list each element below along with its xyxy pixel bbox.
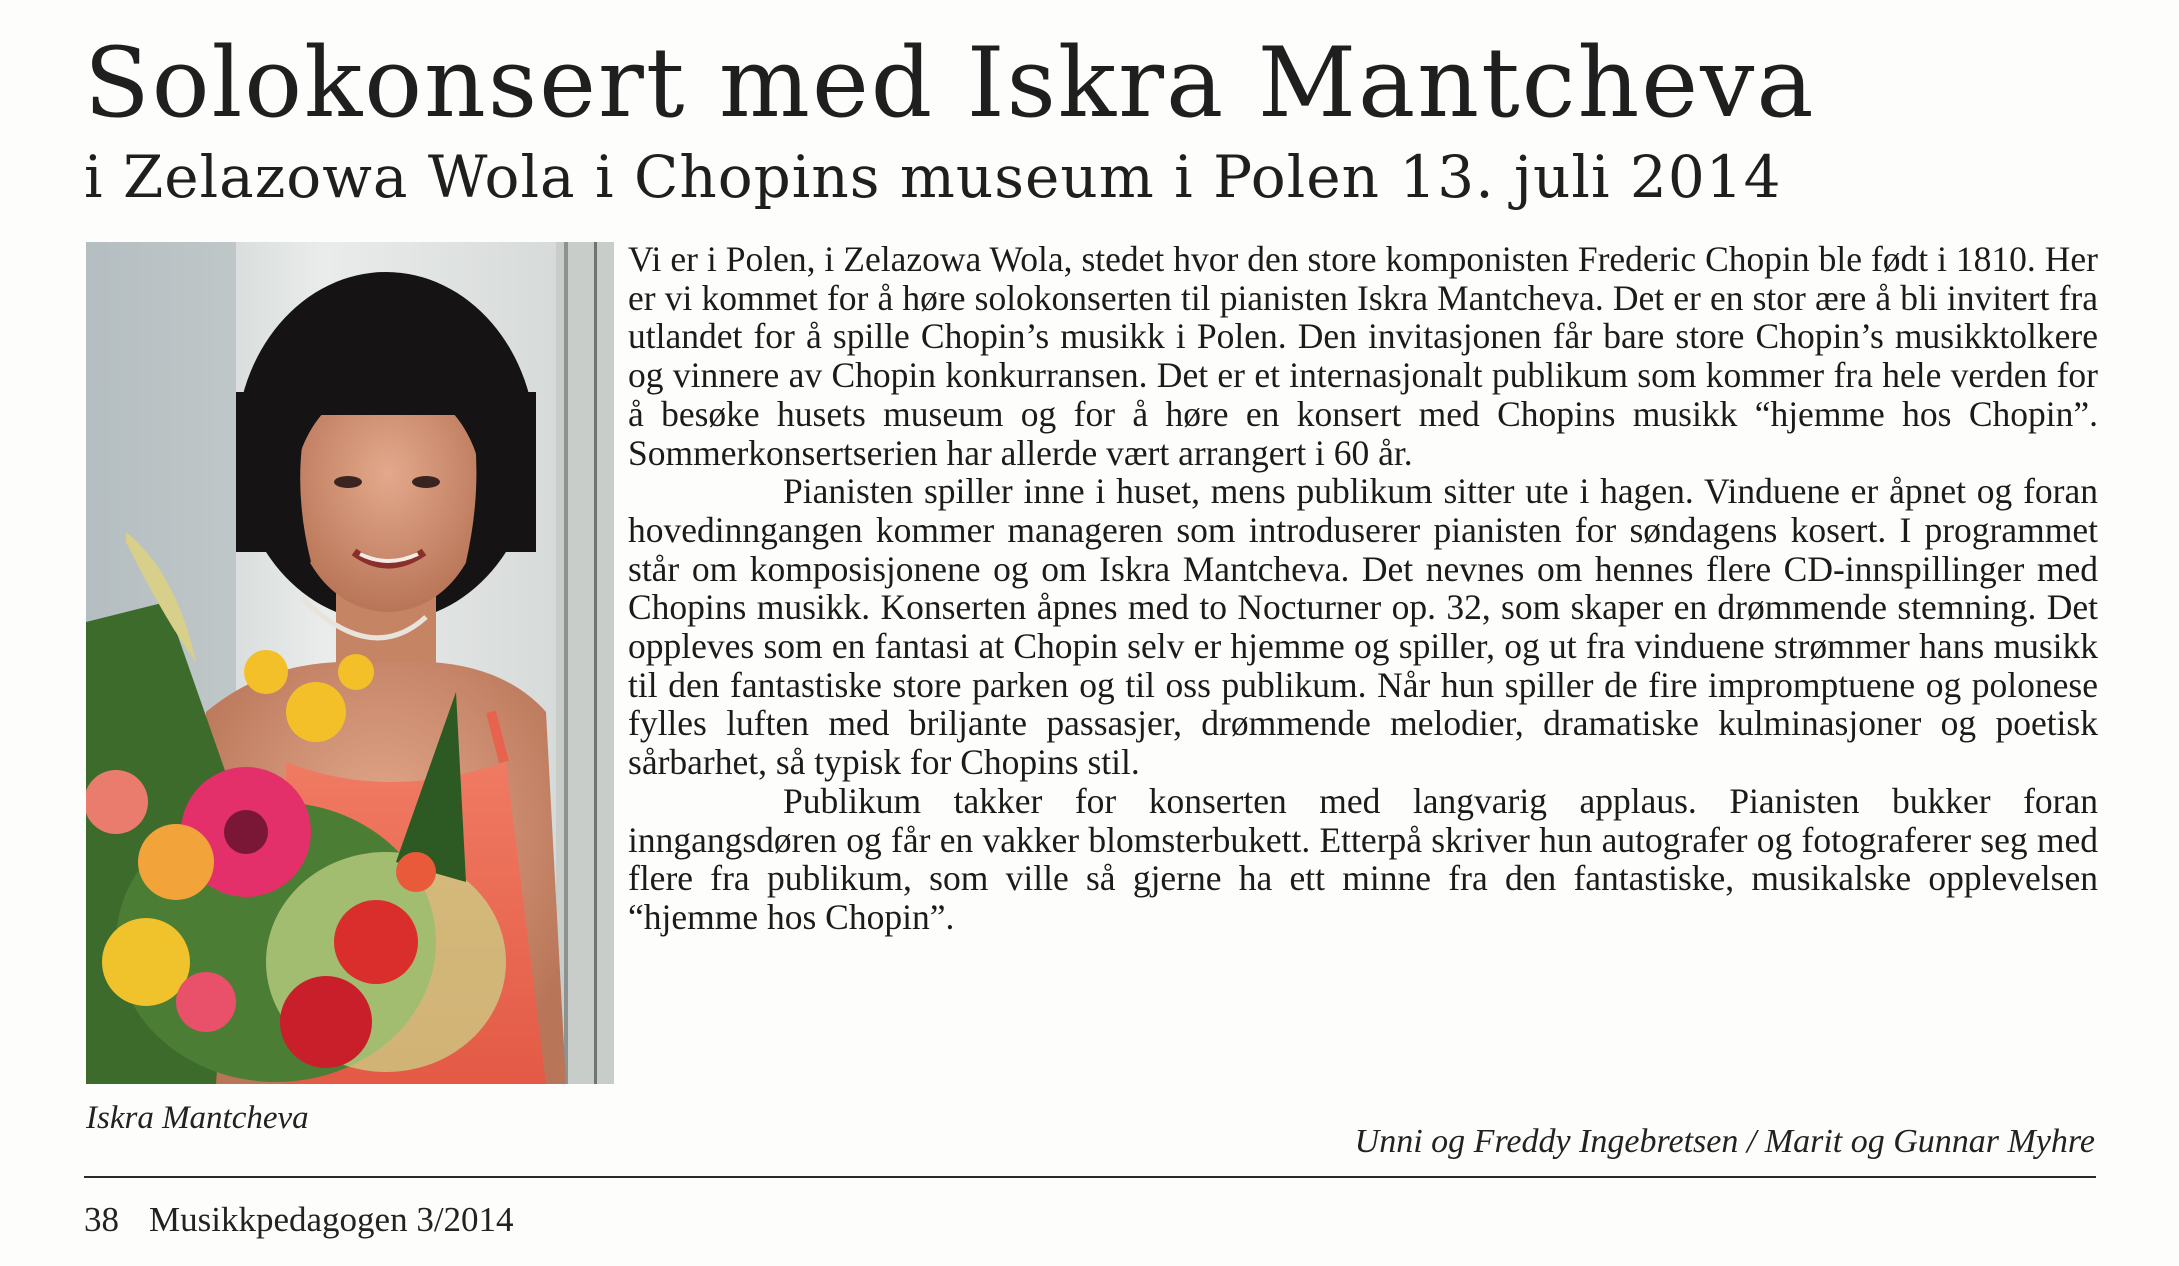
footer-divider	[84, 1176, 2096, 1178]
portrait-photo	[86, 242, 614, 1084]
article-body	[628, 240, 2098, 937]
article-title: Solokonsert med Iskra Mantcheva	[84, 27, 1816, 139]
article-paragraph-1: Vi er i Polen, i Zelazowa Wola, stedet hvor den store komponisten Frederic Chopin ble født i 1810. Her er vi kommet for å høre solokonserten til pianisten Iskra Mantcheva. Det er en stor ære å bli invitert fra utlandet for å spille Chopin’s musikk i Polen. Den invitasjonen får bare store Chopin’s musikktolkere og vinnere av Chopin konkurransen. Det er et internasjonalt publikum som kommer fra hele verden for å besøke husets museum og for å høre en konsert med Chopins musikk “hjemme hos Chopin”. Sommerkonsertserien har allerde vært arrangert i 60 år.	[628, 239, 2098, 473]
publication-name: Musikkpedagogen 3/2014	[149, 1200, 514, 1239]
photo-caption: Iskra Mantcheva	[86, 1100, 309, 1136]
article-author: Unni og Freddy Ingebretsen / Marit og Gunnar Myhre	[1354, 1123, 2095, 1160]
article-subtitle: i Zelazowa Wola i Chopins museum i Polen 13. juli 2014	[84, 143, 1782, 211]
article-paragraph-2: Pianisten spiller inne i huset, mens publikum sitter ute i hagen. Vinduene er åpnet og foran hovedinngangen kommer manageren som introduserer pianisten for søndagens kosert. I programmet står om komposisjonene og om Iskra Mantcheva. Det nevnes om hennes flere CD-innspillinger med Chopins musikk. Konserten åpnes med to Nocturner op. 32, som skaper en drømmende stemning. Det oppleves som en fantasi at Chopin selv er hjemme og spiller, og ut fra vinduene strømmer hans musikk til den fantastiske store parken og til oss publikum. Når hun spiller de fire impromptuene og polonese fylles luften med briljante passasjer, drømmende melodier, dramatiske kulminasjoner og poetisk sårbarhet, så typisk for Chopins stil.	[628, 471, 2098, 783]
page-footer	[84, 1200, 514, 1240]
page-number: 38	[84, 1200, 119, 1239]
article-paragraph-3: Publikum takker for konserten med langvarig applaus. Pianisten bukker foran inngangsdøren og får en vakker blomsterbukett. Etterpå skriver hun autografer og fotograferer seg med flere fra publikum, som ville så gjerne ha ett minne fra den fantastiske, musikalske opplevelsen “hjemme hos Chopin”.	[628, 780, 2098, 937]
